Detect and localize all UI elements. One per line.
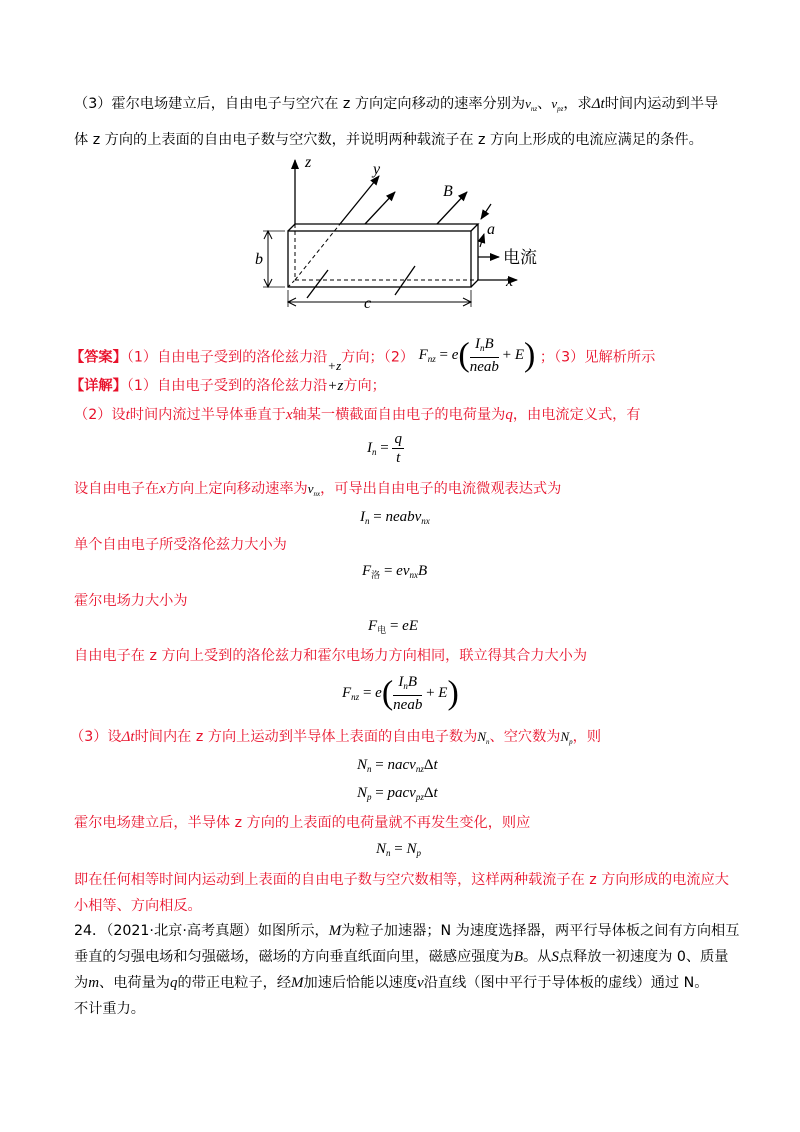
q24-line1: 24．（2021·北京·高考真题）如图所示，M为粒子加速器；N 为速度选择器，两平行导体板之间有方向相互 xyxy=(74,923,740,939)
y-axis-label: y xyxy=(373,161,381,178)
detail-line1: 【详解】（1）自由电子受到的洛伦兹力沿+z方向； xyxy=(70,378,386,394)
eq-electric-force: $F_电$ = eE xyxy=(368,618,418,635)
v-nx: $v_{nx}$ xyxy=(307,481,321,498)
n-n: $N_n$ xyxy=(477,729,490,746)
detail-line2: （2）设t时间内流过半导体垂直于x轴某一横截面自由电子的电荷量为q，由电流定义式，有 xyxy=(74,407,641,423)
hall-effect-figure xyxy=(255,152,555,317)
detail-line9: 即在任何相等时间内运动到上表面的自由电子数与空穴数相等，这样两种载流子在 z 方向形成的电流应大 xyxy=(74,872,729,888)
detail-line6: 自由电子在 z 方向上受到的洛伦兹力和霍尔电场力方向相同，联立得其合力大小为 xyxy=(74,648,588,664)
answer-line: 【答案】（1）自由电子受到的洛伦兹力沿+z方向；（2） $F_{nz} = e$( $\frac{I_nB}{\text{neab}}$ + E) ；（3）见解析所示 xyxy=(70,336,656,375)
detail-line3: 设自由电子在x方向上定向移动速率为$v_{nx}$，可导出自由电子的电流微观表达式为 xyxy=(74,481,562,498)
question3-line2: 体 z 方向的上表面的自由电子数与空穴数，并说明两种载流子在 z 方向上形成的电流应满足的条件。 xyxy=(74,132,703,148)
a-label: a xyxy=(487,221,495,238)
question3-line1: （3）霍尔电场建立后，自由电子与空穴在 z 方向定向移动的速率分别为$v_{nz}$、$v_{pz}$，求Δt时间内运动到半导 xyxy=(74,96,719,113)
current-label: 电流 xyxy=(503,248,537,268)
detail-line5: 霍尔电场力大小为 xyxy=(74,593,188,609)
z-axis-label: z xyxy=(305,154,312,171)
n-p: $N_p$ xyxy=(560,729,573,746)
q24-line3: 为m、电荷量为q的带正电粒子，经M加速后恰能以速度v沿直线（图中平行于导体板的虚线）通过 N。 xyxy=(74,975,709,991)
eq-resultant-force: $F_{nz} = e$( $\frac{I_nB}{\text{neab}}$ + E) xyxy=(342,674,459,713)
b-dimension-label: b xyxy=(255,251,263,268)
eq-electron-count: $N_n$ = nacv$_{nz}$Δt xyxy=(357,757,438,774)
x-axis-label: x xyxy=(506,273,514,290)
eq-equal-counts: $N_n = N_p$ xyxy=(376,841,421,858)
c-dimension-label: c xyxy=(364,295,372,312)
eq-current-definition: $I_n$ = $\frac{q}{t}$ xyxy=(367,431,402,466)
eq-hole-count: $N_p$ = pacv$_{pz}$Δt xyxy=(357,785,438,802)
detail-line7: （3）设Δt时间内在 z 方向上运动到半导体上表面的自由电子数为$N_n$、空穴数为$N_p$，则 xyxy=(70,729,602,746)
detail-line8: 霍尔电场建立后，半导体 z 方向的上表面的电荷量就不再发生变化，则应 xyxy=(74,815,531,831)
eq-current-micro: $I_n$ = neabv$_{nx}$ xyxy=(360,509,430,526)
v-nz: $v_{nz}$ xyxy=(525,96,538,113)
q24-line4: 不计重力。 xyxy=(74,1001,145,1017)
answer-formula: $F_{nz} = e$( $\frac{I_nB}{\text{neab}}$ + E) xyxy=(418,336,536,375)
q24-line2: 垂直的匀强电场和匀强磁场，磁场的方向垂直纸面向里，磁感应强度为B。从S点释放一初速度为 0、质量 xyxy=(74,949,729,965)
b-field-label: B xyxy=(443,183,453,200)
v-pz: $v_{pz}$ xyxy=(551,96,564,113)
detail-line10: 小相等、方向相反。 xyxy=(74,898,202,914)
detail-line4: 单个自由电子所受洛伦兹力大小为 xyxy=(74,537,287,553)
eq-lorentz-force: $F_洛 = ev_{nx}B$ xyxy=(362,563,428,580)
